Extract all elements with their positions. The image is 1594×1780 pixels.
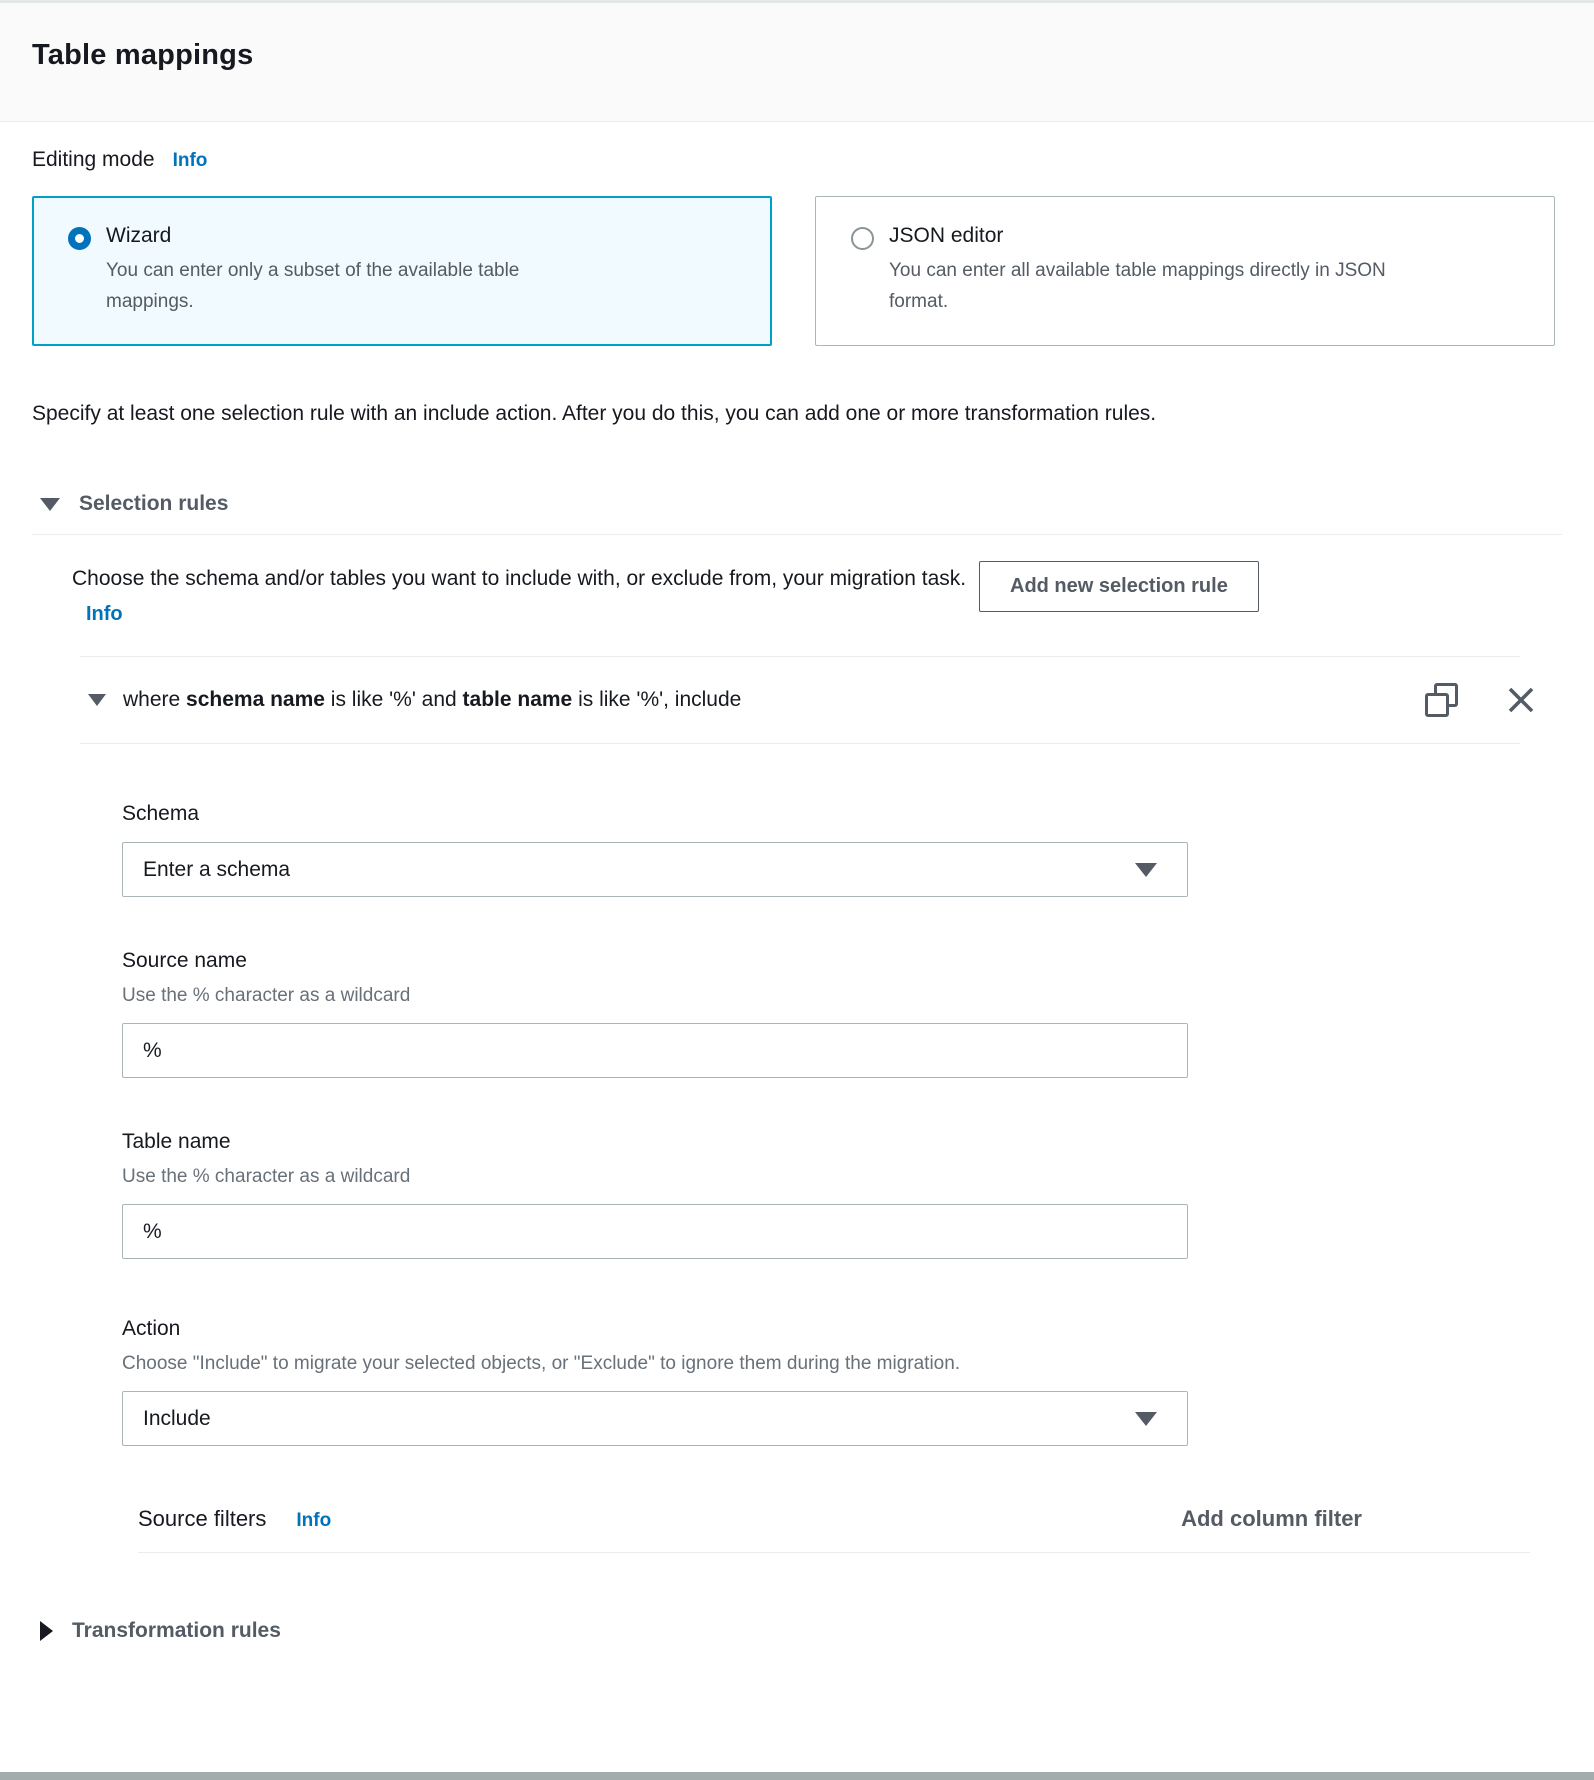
tile-wizard[interactable] xyxy=(32,196,772,346)
selection-rules-info-link[interactable]: Info xyxy=(86,603,123,625)
chevron-right-icon xyxy=(40,1621,53,1641)
panel-header xyxy=(0,0,1594,122)
selection-rules-description-text: Choose the schema and/or tables you want to include with, or exclude from, your migration task. xyxy=(72,567,967,590)
table-name-input[interactable] xyxy=(122,1204,1188,1259)
divider xyxy=(32,534,1562,535)
tile-json-description: You can enter all available table mappings directly in JSON format. xyxy=(889,260,1386,312)
transformation-rules-title: Transformation rules xyxy=(72,1619,281,1642)
source-name-label: Source name xyxy=(122,949,247,972)
source-filters-row xyxy=(32,1506,1562,1532)
schema-label: Schema xyxy=(122,802,200,825)
close-icon xyxy=(1504,683,1538,717)
source-name-hint: Use the % character as a wildcard xyxy=(122,985,411,1006)
intro-text: Specify at least one selection rule with an include action. After you do this, you can add one or more transformation rules. xyxy=(32,402,1157,425)
panel-content xyxy=(0,148,1594,1643)
divider xyxy=(138,1552,1530,1553)
source-name-field xyxy=(122,949,1562,1078)
rule-collapse-icon[interactable] xyxy=(88,694,106,706)
remove-rule-button[interactable] xyxy=(1504,683,1538,717)
chevron-down-icon xyxy=(1135,1412,1157,1426)
rule-form xyxy=(32,802,1562,1446)
action-select-value: Include xyxy=(143,1406,211,1430)
divider xyxy=(80,743,1520,744)
add-selection-rule-button[interactable]: Add new selection rule xyxy=(979,561,1259,612)
schema-select[interactable] xyxy=(122,842,1188,897)
rule-summary-text: is like '%' and xyxy=(324,688,463,711)
source-filters-info-link[interactable]: Info xyxy=(296,1510,332,1531)
rule-summary-table: table name xyxy=(462,688,573,711)
table-name-label: Table name xyxy=(122,1130,231,1153)
bottom-divider xyxy=(0,1772,1594,1780)
schema-field xyxy=(122,802,1562,897)
chevron-down-icon xyxy=(40,498,60,511)
duplicate-rule-button[interactable] xyxy=(1425,683,1458,717)
selection-rules-description-row xyxy=(32,561,1562,632)
radio-selected-icon[interactable] xyxy=(68,227,91,250)
tile-json-editor[interactable] xyxy=(815,196,1555,346)
tile-wizard-description: You can enter only a subset of the available table mappings. xyxy=(106,260,520,312)
editing-mode-label: Editing mode xyxy=(32,148,155,171)
schema-select-value: Enter a schema xyxy=(143,857,291,881)
tile-json-label: JSON editor xyxy=(889,224,1004,247)
copy-icon xyxy=(1425,683,1458,717)
editing-mode-row xyxy=(32,148,1562,172)
selection-rule-row xyxy=(32,657,1562,743)
add-column-filter-button[interactable]: Add column filter xyxy=(1181,1506,1362,1531)
transformation-rules-header[interactable] xyxy=(32,1619,1562,1643)
chevron-down-icon xyxy=(1135,863,1157,877)
selection-rules-header[interactable] xyxy=(32,492,1562,516)
selection-rules-title: Selection rules xyxy=(79,492,229,515)
rule-summary-text: where xyxy=(123,688,187,711)
editing-mode-tiles xyxy=(32,196,1562,346)
action-label: Action xyxy=(122,1317,181,1340)
tile-wizard-label: Wizard xyxy=(106,224,172,247)
selection-rules-description xyxy=(72,561,977,632)
rule-summary-text: is like '%', include xyxy=(572,688,742,711)
table-name-field xyxy=(122,1130,1562,1259)
action-hint: Choose "Include" to migrate your selected objects, or "Exclude" to ignore them during the migration. xyxy=(122,1353,961,1374)
rule-actions xyxy=(1425,683,1538,717)
page-title: Table mappings xyxy=(32,39,254,71)
table-name-hint: Use the % character as a wildcard xyxy=(122,1166,411,1187)
action-field xyxy=(122,1317,1562,1446)
radio-unselected-icon[interactable] xyxy=(851,227,874,250)
editing-mode-info-link[interactable]: Info xyxy=(172,150,208,171)
tile-json-text xyxy=(889,224,1389,317)
rule-summary xyxy=(123,688,741,712)
source-name-input[interactable] xyxy=(122,1023,1188,1078)
tile-wizard-text xyxy=(106,224,606,317)
rule-summary-schema: schema name xyxy=(186,688,325,711)
source-filters-title: Source filters xyxy=(138,1506,267,1531)
action-select[interactable] xyxy=(122,1391,1188,1446)
